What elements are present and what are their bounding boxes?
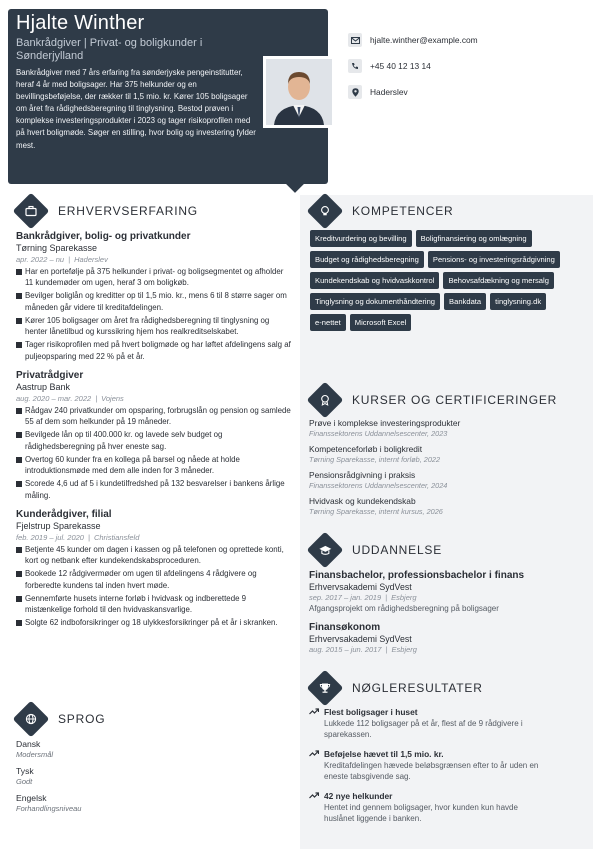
job-meta: apr. 2022 – nu | Haderslev — [16, 255, 108, 264]
mail-icon — [348, 33, 362, 47]
education-title: UDDANNELSE — [352, 543, 443, 557]
lightbulb-icon — [307, 193, 344, 230]
job-bullet: Scorede 4,6 ud af 5 i kundetilfredshed på 132 besvarelser i bankens årlige måling. — [16, 478, 292, 501]
degree-title: Finansbachelor, professionsbachelor i finans — [309, 570, 525, 581]
languages-list — [16, 739, 216, 820]
skill-tag: Budget og rådighedsberegning — [310, 251, 424, 268]
results-heading — [306, 675, 483, 701]
job-bullet: Bevilgede lån op til 400.000 kr. og lavede selv budget og rådighedsberegning på hver eneste sag. — [16, 429, 292, 452]
education-list — [309, 570, 584, 655]
job-bullet: Kører 105 boligsager om året fra rådighedsberegning til tinglysning og henter lånetilbud og kurssikring hjem hos realkreditselskabet. — [16, 315, 292, 338]
education-heading — [306, 537, 442, 563]
language-level: Godt — [16, 777, 33, 786]
job-meta: aug. 2020 – mar. 2022 | Vojens — [16, 394, 124, 404]
job-bullet: Har en portefølje på 375 helkunder i privat- og boligsegmentet og afholder 11 kundemøder om ugen, heraf 3 om boligkøb. — [16, 266, 292, 289]
languages-title: SPROG — [58, 712, 106, 726]
trophy-icon — [307, 670, 344, 707]
skills-title: KOMPETENCER — [352, 204, 454, 218]
courses-title: KURSER OG CERTIFICERINGER — [352, 393, 558, 407]
school-name: Erhvervsakademi SydVest — [309, 634, 412, 644]
education-meta: sep. 2017 – jan. 2019 | Esbjerg — [309, 593, 417, 602]
job-bullets — [16, 266, 292, 362]
job-bullet: Tager risikoprofilen med på hvert boligmøde og har løftet afdelingens salg af puljeopsparing med 22 % på et år. — [16, 339, 292, 362]
certificate-icon — [307, 382, 344, 419]
profile-photo — [263, 56, 335, 128]
location-pin-icon — [348, 85, 362, 99]
skill-tag: Boligfinansiering og omlægning — [416, 230, 532, 247]
job-company: Aastrup Bank — [16, 382, 71, 393]
education-meta: aug. 2015 – jun. 2017 | Esbjerg — [309, 645, 417, 654]
job-bullets — [16, 544, 292, 629]
job-entry — [16, 370, 292, 501]
skill-tag: Behovsafdækning og mersalg — [443, 272, 553, 289]
course-title: Hvidvask og kundekendskab — [309, 496, 416, 506]
skill-tag: Microsoft Excel — [350, 314, 411, 331]
school-name: Erhvervsakademi SydVest — [309, 582, 412, 592]
skill-tag: Kreditvurdering og bevilling — [310, 230, 412, 247]
language-name: Tysk — [16, 766, 34, 776]
results-title: NØGLERESULTATER — [352, 681, 483, 695]
course-meta: Finanssektorens Uddannelsescenter, 2023 — [309, 429, 448, 438]
globe-icon — [13, 701, 50, 738]
skill-tag: Tinglysning og dokumenthåndtering — [310, 293, 440, 310]
result-item — [309, 707, 587, 741]
courses-list — [309, 418, 579, 522]
candidate-role: Bankrådgiver | Privat- og boligkunder i Sønderjylland — [16, 37, 203, 62]
result-description: Kreditafdelingen hævede beløbsgrænsen efter to år uden en eneste tabsgivende sag. — [324, 760, 539, 782]
course-title: Prøve i komplekse investeringsprodukter — [309, 418, 461, 428]
course-meta: Tørning Sparekasse, internt forløb, 2022 — [309, 455, 441, 464]
briefcase-icon — [13, 193, 50, 230]
job-bullet: Solgte 62 indboforsikringer og 18 ulykkesforsikringer på et år i skranken. — [16, 617, 292, 628]
contact-phone-row[interactable] — [348, 53, 478, 79]
experience-title: ERHVERVSERFARING — [58, 204, 198, 218]
job-title: Kunderådgiver, filial — [16, 509, 112, 521]
experience-list — [16, 231, 292, 637]
job-bullet: Bevilger boliglån og kreditter op til 1,5 mio. kr., mens 6 til 8 større sager om måneden går videre til kreditafdelingen. — [16, 290, 292, 313]
result-item — [309, 791, 587, 825]
profile-summary: Bankrådgiver med 7 års erfaring fra sønderjyske pengeinstitutter, heraf 4 år med boligsager. Har 375 helkunder og en bevillingsbeføjelse, der rækker til 1,5 mio. kr. Kører 105 boligsager om året fra rådighedsberegning til tinglysning. Bestod prøven i komplekse investeringsprodukter i 2023 og tager risikoprofilen med på hvert boligmøde. Søger en stilling, hvor bolig og investering fylder mest. — [16, 68, 256, 150]
course-meta: Finanssektorens Uddannelsescenter, 2024 — [309, 481, 448, 490]
skills-heading — [306, 198, 453, 224]
contact-email[interactable]: hjalte.winther@example.com — [370, 35, 478, 45]
job-entry — [16, 509, 292, 629]
job-bullet: Overtog 60 kunder fra en kollega på barsel og nåede at holde introduktionsmøde med dem alle inden for 3 måneder. — [16, 454, 292, 477]
phone-icon — [348, 59, 362, 73]
result-description: Lukkede 112 boligsager på et år, flest af de 9 rådgivere i sparekassen. — [324, 719, 523, 740]
job-bullets — [16, 405, 292, 501]
course-meta: Tørning Sparekasse, internt kursus, 2026 — [309, 507, 443, 516]
job-meta: feb. 2019 – jul. 2020 | Christiansfeld — [16, 533, 140, 543]
education-description: Afgangsprojekt om rådighedsberegning på boligsager — [309, 604, 499, 613]
trend-up-icon — [309, 791, 321, 825]
job-bullet: Betjente 45 kunder om dagen i kassen og på telefonen og oprettede konti, kort og netbank efter kundekendskabsproceduren. — [16, 544, 292, 567]
trend-up-icon — [309, 749, 321, 783]
job-bullet: Bookede 12 rådgivermøder om ugen til afdelingens 4 rådgivere og forberedte kundens tal inden hvert møde. — [16, 568, 292, 591]
job-title: Privatrådgiver — [16, 370, 84, 382]
result-description: Hentet ind gennem boligsager, hvor kunden kun havde huslånet liggende i banken. — [324, 802, 518, 824]
language-level: Forhandlingsniveau — [16, 804, 82, 813]
language-level: Modersmål — [16, 750, 54, 759]
job-entry — [16, 231, 292, 362]
skills-tags — [310, 230, 580, 335]
graduation-cap-icon — [307, 532, 344, 569]
result-item — [309, 749, 587, 783]
job-company: Fjelstrup Sparekasse — [16, 521, 101, 532]
experience-heading — [12, 198, 198, 224]
language-name: Dansk — [16, 739, 41, 749]
course-title: Pensionsrådgivning i praksis — [309, 470, 416, 480]
skill-tag: tinglysning.dk — [490, 293, 546, 310]
job-company: Tørning Sparekasse — [16, 243, 98, 253]
candidate-name: Hjalte Winther — [16, 12, 145, 34]
trend-up-icon — [309, 707, 321, 741]
degree-title: Finansøkonom — [309, 622, 381, 633]
course-title: Kompetenceforløb i boligkredit — [309, 444, 423, 454]
result-title: Beføjelse hævet til 1,5 mio. kr. — [324, 748, 444, 759]
result-title: 42 nye helkunder — [324, 790, 393, 801]
contact-location-row — [348, 79, 478, 105]
skill-tag: Pensions- og investeringsrådgivning — [428, 251, 560, 268]
courses-heading — [306, 387, 557, 413]
results-list — [309, 707, 587, 832]
skill-tag: Kundekendskab og hvidvaskkontrol — [310, 272, 439, 289]
language-name: Engelsk — [16, 793, 47, 803]
contact-email-row[interactable] — [348, 27, 478, 53]
job-bullet: Rådgav 240 privatkunder om opsparing, forbrugslån og pension og samlede 55 af dem som helkunder på 19 måneder. — [16, 405, 292, 428]
job-title: Bankrådgiver, bolig- og privatkunder — [16, 231, 191, 242]
skill-tag: Bankdata — [444, 293, 486, 310]
skill-tag: e-nettet — [310, 314, 346, 331]
contact-list — [348, 27, 478, 105]
languages-heading — [12, 706, 105, 732]
result-title: Flest boligsager i huset — [324, 707, 418, 717]
job-bullet: Gennemførte husets interne forløb i hvidvask og indberettede 9 mistænkelige forhold til den hvidvaskansvarlige. — [16, 593, 292, 616]
contact-phone[interactable]: +45 40 12 13 14 — [370, 61, 431, 71]
contact-location: Haderslev — [370, 87, 408, 97]
